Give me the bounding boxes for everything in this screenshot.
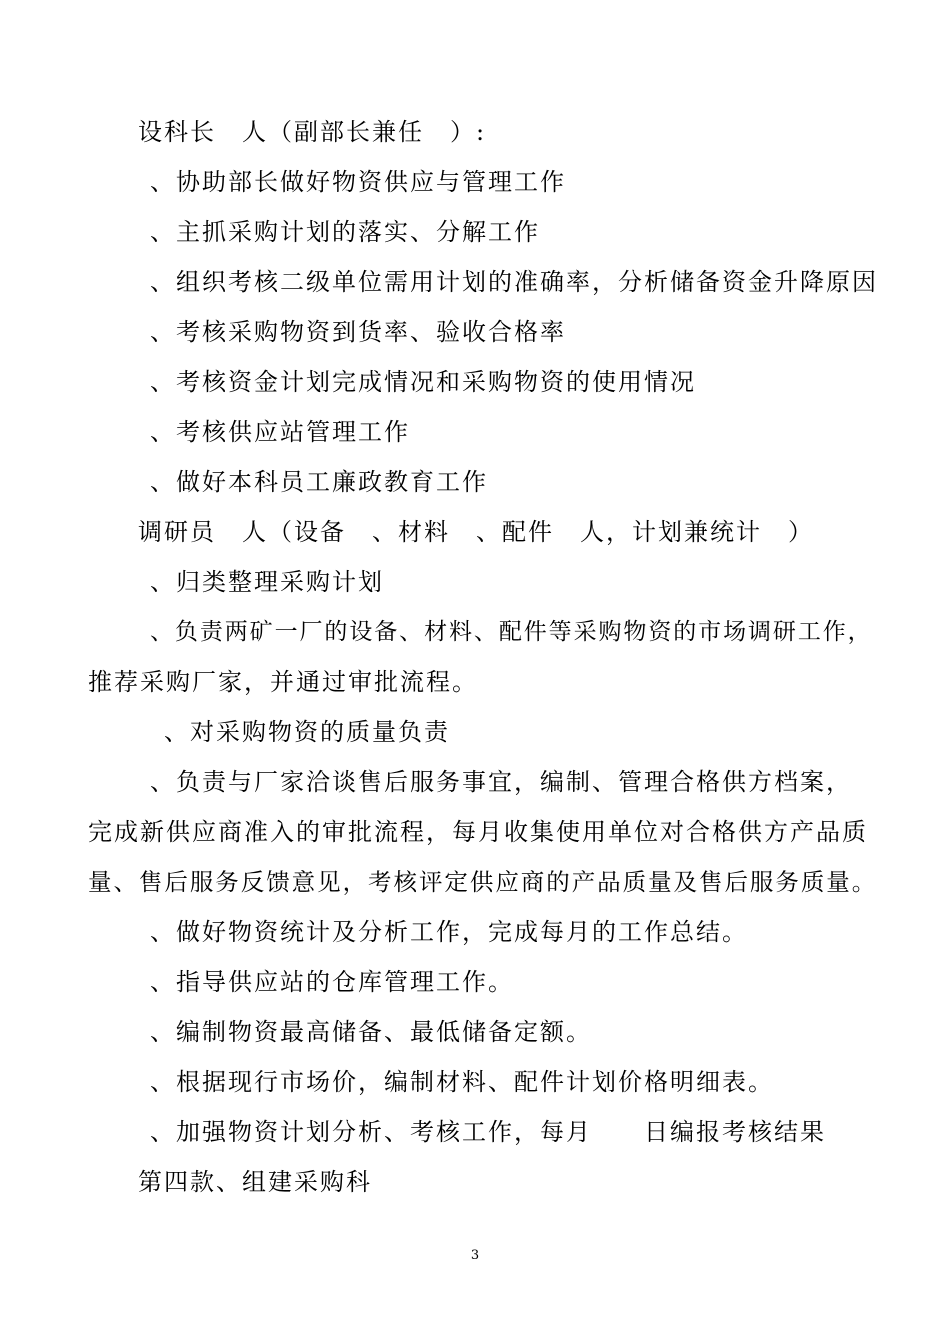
page-number: 3 <box>470 1248 480 1263</box>
text-line: 、考核供应站管理工作 <box>150 418 410 446</box>
text-line: 、负责两矿一厂的设备、材料、配件等采购物资的市场调研工作， <box>150 619 873 645</box>
text-line: 、考核采购物资到货率、验收合格率 <box>150 318 566 346</box>
text-line: 、编制物资最高储备、最低储备定额。 <box>150 1018 592 1046</box>
text-line: 、加强物资计划分析、考核工作，每月 日编报考核结果 <box>150 1118 826 1146</box>
text-line: 、做好物资统计及分析工作，完成每月的工作总结。 <box>150 918 748 946</box>
text-line: 、负责与厂家洽谈售后服务事宜，编制、管理合格供方档案， <box>150 768 852 796</box>
text-line: 、归类整理采购计划 <box>150 568 384 596</box>
text-line: 、协助部长做好物资供应与管理工作 <box>150 168 566 196</box>
text-line: 设科长 人（副部长兼任 ）: <box>138 118 487 146</box>
text-line: 、考核资金计划完成情况和采购物资的使用情况 <box>150 368 696 396</box>
text-line: 、组织考核二级单位需用计划的准确率，分析储备资金升降原因 <box>150 268 878 296</box>
text-line: 、主抓采购计划的落实、分解工作 <box>150 218 540 246</box>
text-line: 量、售后服务反馈意见，考核评定供应商的产品质量及售后服务质量。 <box>88 868 878 896</box>
text-line: 、做好本科员工廉政教育工作 <box>150 468 488 496</box>
text-line: 推荐采购厂家，并通过审批流程。 <box>88 668 478 696</box>
text-line: 完成新供应商准入的审批流程，每月收集使用单位对合格供方产品质 <box>88 818 868 846</box>
section-heading: 第四款、组建采购科 <box>138 1168 372 1196</box>
text-line: 、指导供应站的仓库管理工作。 <box>150 968 514 996</box>
text-line: 、对采购物资的质量负责 <box>164 718 450 746</box>
text-line: 、根据现行市场价，编制材料、配件计划价格明细表。 <box>150 1068 774 1096</box>
text-line: 调研员 人（设备 、材料 、配件 人，计划兼统计 ） <box>138 518 814 546</box>
